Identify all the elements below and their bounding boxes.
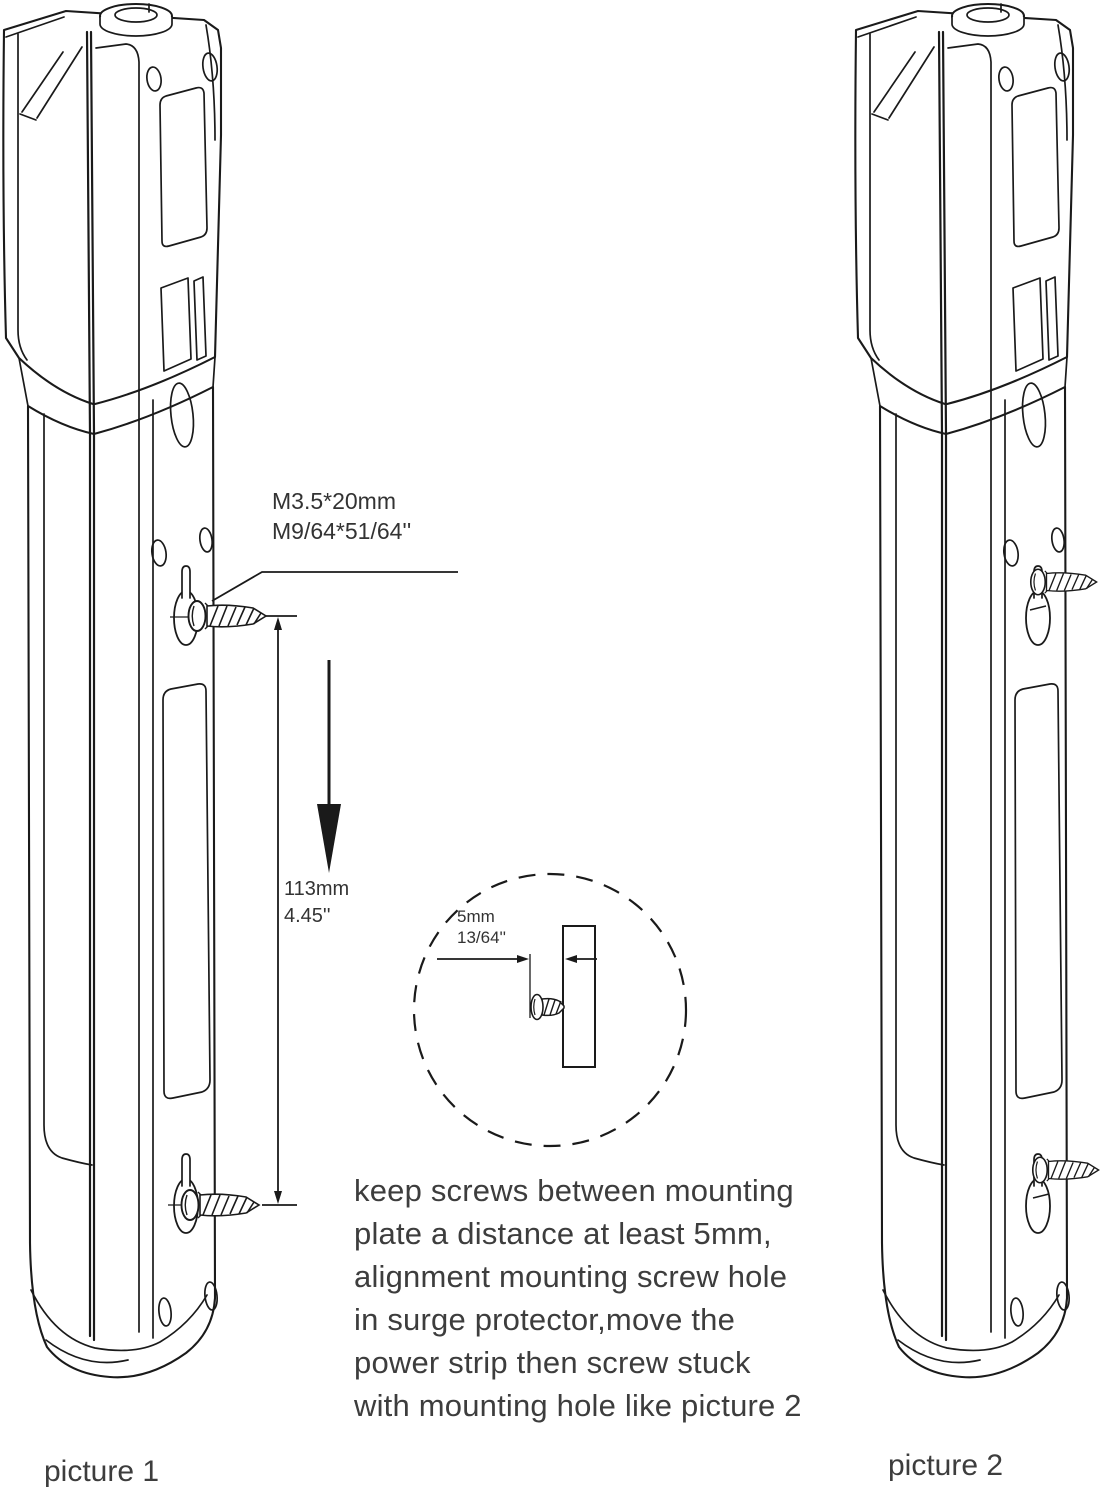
picture-2-figure [855, 4, 1098, 1377]
dimension-arrow-down [274, 1191, 282, 1204]
mounting-plate-section [563, 926, 595, 1067]
upper-screw-protruding [189, 601, 267, 631]
screw-distance-mm: 113mm [284, 878, 350, 900]
instruction-line: plate a distance at least 5mm, [354, 1216, 772, 1251]
picture-1-caption: picture 1 [44, 1455, 160, 1488]
screw-spec-line1: M3.5*20mm [272, 488, 396, 514]
gap-arrow-right-head [517, 955, 529, 963]
instruction-line: keep screws between mounting [354, 1173, 794, 1208]
screw-spec-line2: M9/64*51/64'' [272, 518, 412, 544]
instruction-line: alignment mounting screw hole [354, 1259, 788, 1294]
move-down-arrow-icon [317, 804, 341, 873]
instruction-line: power strip then screw stuck [354, 1345, 751, 1380]
instruction-paragraph [354, 1169, 802, 1427]
screw-distance-inch: 4.45'' [284, 905, 331, 927]
upper-screw-seated [1031, 569, 1097, 595]
instruction-line: with mounting hole like picture 2 [354, 1388, 802, 1423]
screw-gap-inch: 13/64'' [457, 928, 507, 947]
picture-2-caption: picture 2 [888, 1449, 1004, 1482]
dimension-arrow-up [274, 617, 282, 630]
screw-distance-label [284, 876, 349, 930]
instruction-line: in surge protector,move the [354, 1302, 736, 1337]
picture-1-figure [3, 4, 266, 1377]
gap-detail-circle [414, 874, 686, 1146]
lower-screw-seated [1033, 1157, 1099, 1183]
screw-gap-mm: 5mm [457, 907, 495, 926]
screw-spec-leader-line [212, 572, 458, 601]
lower-screw-protruding [182, 1190, 260, 1220]
screw-spec-label [272, 486, 411, 546]
power-strip-back-view [3, 4, 221, 1377]
gap-screw-profile [531, 995, 564, 1020]
screw-gap-label [457, 906, 506, 948]
